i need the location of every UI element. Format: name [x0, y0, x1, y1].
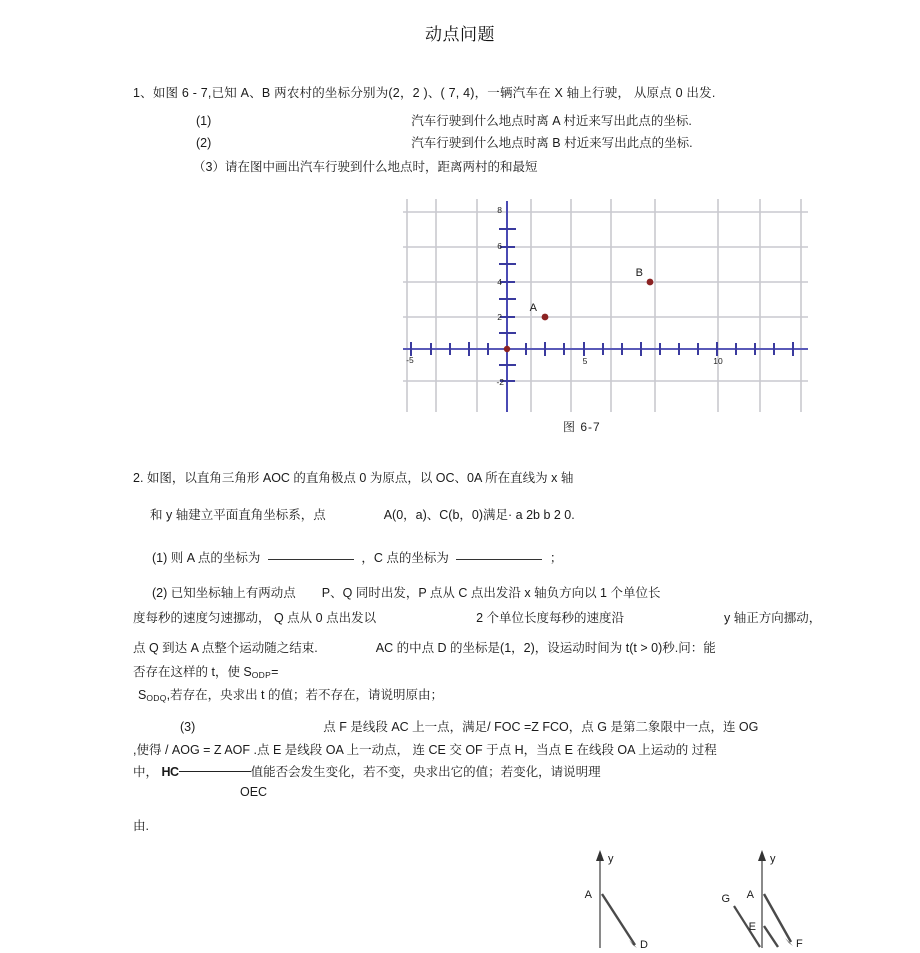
problem2-sub-item-3 — [180, 717, 758, 735]
problem1-stem: 1、如图 6 - 7,已知 A、B 两农村的坐标分别为(2，2 )、( 7, 4)，一辆汽车在 X 轴上行驶， 从原点 0 出发. — [133, 86, 716, 100]
label-point-g: G — [721, 893, 730, 905]
grid-lines — [403, 199, 808, 412]
ratio-denominator-oec: OEC — [240, 785, 268, 799]
y-axis-arrowhead — [596, 850, 604, 861]
problem1-sub-item-2 — [196, 133, 693, 151]
problem2-sub-1-text-c: ； — [549, 551, 563, 565]
coordinate-grid-figure — [403, 199, 808, 412]
problem1-sub-2-text: 汽车行驶到什么地点时离 B 村近来写出此点的坐标. — [411, 136, 693, 150]
area-subscript-odp: ODP — [251, 670, 272, 680]
label-point-d-left: D — [640, 939, 648, 948]
svg-text:10: 10 — [713, 356, 723, 366]
y-tick-labels — [496, 205, 504, 387]
problem2-sub-item-2 — [152, 583, 660, 601]
problem2-sub-2-text-a: 已知坐标轴上有两动点 — [170, 586, 296, 600]
point-a — [542, 314, 549, 321]
problem2-line-2 — [150, 505, 575, 523]
x-axis-ticks — [411, 342, 793, 356]
segment-g-o — [734, 906, 760, 947]
problem2-line-7 — [133, 662, 278, 680]
problem2-line-8-a: S — [138, 688, 147, 702]
y-axis-label-right: y — [770, 853, 776, 865]
label-point-e: E — [748, 921, 756, 933]
label-point-f: F — [796, 938, 803, 948]
problem2-sub-1-text-b: ，C 点的坐标为 — [361, 551, 449, 565]
area-subscript-odq: ODQ — [146, 693, 167, 703]
problem2-sub-item-1 — [152, 548, 562, 566]
figure-caption: 图 6-7 — [563, 420, 601, 434]
ratio-numerator-hc: HC — [161, 765, 179, 779]
point-origin — [504, 346, 510, 352]
x-tick-labels — [406, 355, 723, 366]
problem2-line-10: ,使得 / AOG = Z AOF .点 E 是线段 OA 上一动点， 连 CE 交 OF 于点 H，当点 E 在线段 OA 上运动的 过程 — [133, 743, 717, 757]
svg-text:5: 5 — [582, 356, 588, 366]
point-b — [647, 279, 654, 286]
problem2-line-6-b: AC 的中点 D 的坐标是(1，2)，设运动时间为 t(t > 0)秒.问：能 — [375, 641, 716, 655]
problem2-line-1: 2. 如图，以直角三角形 AOC 的直角极点 0 为原点，以 OC、0A 所在直线为 x 轴 — [133, 471, 574, 485]
problem2-line-5-b: 2 个单位长度每秒的速度沿 — [476, 611, 625, 625]
label-point-a-right: A — [746, 889, 754, 901]
problem2-line-5-c: y 轴正方向挪动， — [724, 611, 822, 625]
problem1-sub-item-3 — [193, 157, 537, 175]
svg-text:6: 6 — [497, 241, 502, 251]
answer-blank-a[interactable] — [268, 559, 354, 560]
problem2-line-11-a: 中， — [133, 765, 159, 779]
triangle-figure-right — [718, 848, 888, 948]
problem2-line-11-c: 值能否会发生变化，若不变，央求出它的值；若变化，请说明理 — [250, 765, 601, 779]
svg-text:2: 2 — [497, 312, 502, 322]
problem2-sub-1-number: (1) — [152, 551, 168, 565]
problem2-sub-1-text-a: 则 A 点的坐标为 — [170, 551, 261, 565]
problem1-sub-1-number: (1) — [196, 114, 212, 128]
point-a-label: A — [529, 302, 537, 314]
triangle-figure-left — [556, 848, 686, 948]
problem2-line-6 — [133, 638, 716, 656]
problem1-sub-2-number: (2) — [196, 136, 212, 150]
problem1-sub-3-text: 请在图中画出汽车行驶到什么地点时，距离两村的和最短 — [224, 160, 538, 174]
coordinate-grid-svg — [403, 199, 808, 412]
point-b-label: B — [635, 267, 643, 279]
problem1-sub-item-1 — [196, 111, 692, 129]
svg-text:-2: -2 — [496, 377, 504, 387]
problem2-line-5 — [133, 608, 821, 626]
triangle-figure-right-svg — [718, 848, 888, 948]
problem2-line-6-a: 点 Q 到达 A 点整个运动随之结束. — [133, 641, 318, 655]
problem2-sub-2-number: (2) — [152, 586, 168, 600]
triangle-figure-left-svg — [556, 848, 686, 948]
problem2-line-8 — [138, 685, 443, 703]
problem2-line-13: 由. — [133, 819, 149, 833]
segment-a-f — [764, 894, 791, 942]
problem1-sub-1-text: 汽车行驶到什么地点时离 A 村近来写出此点的坐标. — [411, 114, 692, 128]
y-axis-arrowhead — [758, 850, 766, 861]
problem2-line-2-b: A(0，a)、C(b，0)满足· a 2b b 2 0. — [383, 508, 575, 522]
problem2-line-2-a: 和 y 轴建立平面直角坐标系，点 — [150, 508, 326, 522]
problem2-line-5-a: 度每秒的速度匀速挪动， Q 点从 0 点出发以 — [133, 611, 377, 625]
svg-text:4: 4 — [497, 277, 502, 287]
segment-e-c — [764, 926, 778, 947]
problem2-line-7-a: 否存在这样的 t，使 S — [133, 665, 252, 679]
answer-blank-c[interactable] — [456, 559, 542, 560]
segment-a-d — [602, 894, 635, 945]
problem2-line-8-b: ,若存在，央求出 t 的值；若不存在，请说明原由； — [166, 688, 444, 702]
label-point-a-left: A — [584, 889, 592, 901]
problem1-sub-3-number: （3） — [193, 160, 225, 174]
problem2-sub-3-text: 点 F 是线段 AC 上一点，满足/ FOC =Z FCO，点 G 是第二象限中一点，连 OG — [323, 720, 759, 734]
svg-text:8: 8 — [497, 205, 502, 215]
fraction-bar — [179, 771, 251, 772]
page-title: 动点问题 — [425, 25, 495, 44]
problem2-line-7-b: = — [271, 665, 279, 679]
y-axis-label-left: y — [608, 853, 614, 865]
problem2-line-11 — [133, 762, 601, 780]
problem2-sub-3-number: (3) — [180, 720, 196, 734]
svg-text:-5: -5 — [406, 355, 414, 365]
problem2-sub-2-text-b: P、Q 同时出发，P 点从 C 点出发沿 x 轴负方向以 1 个单位长 — [321, 586, 661, 600]
